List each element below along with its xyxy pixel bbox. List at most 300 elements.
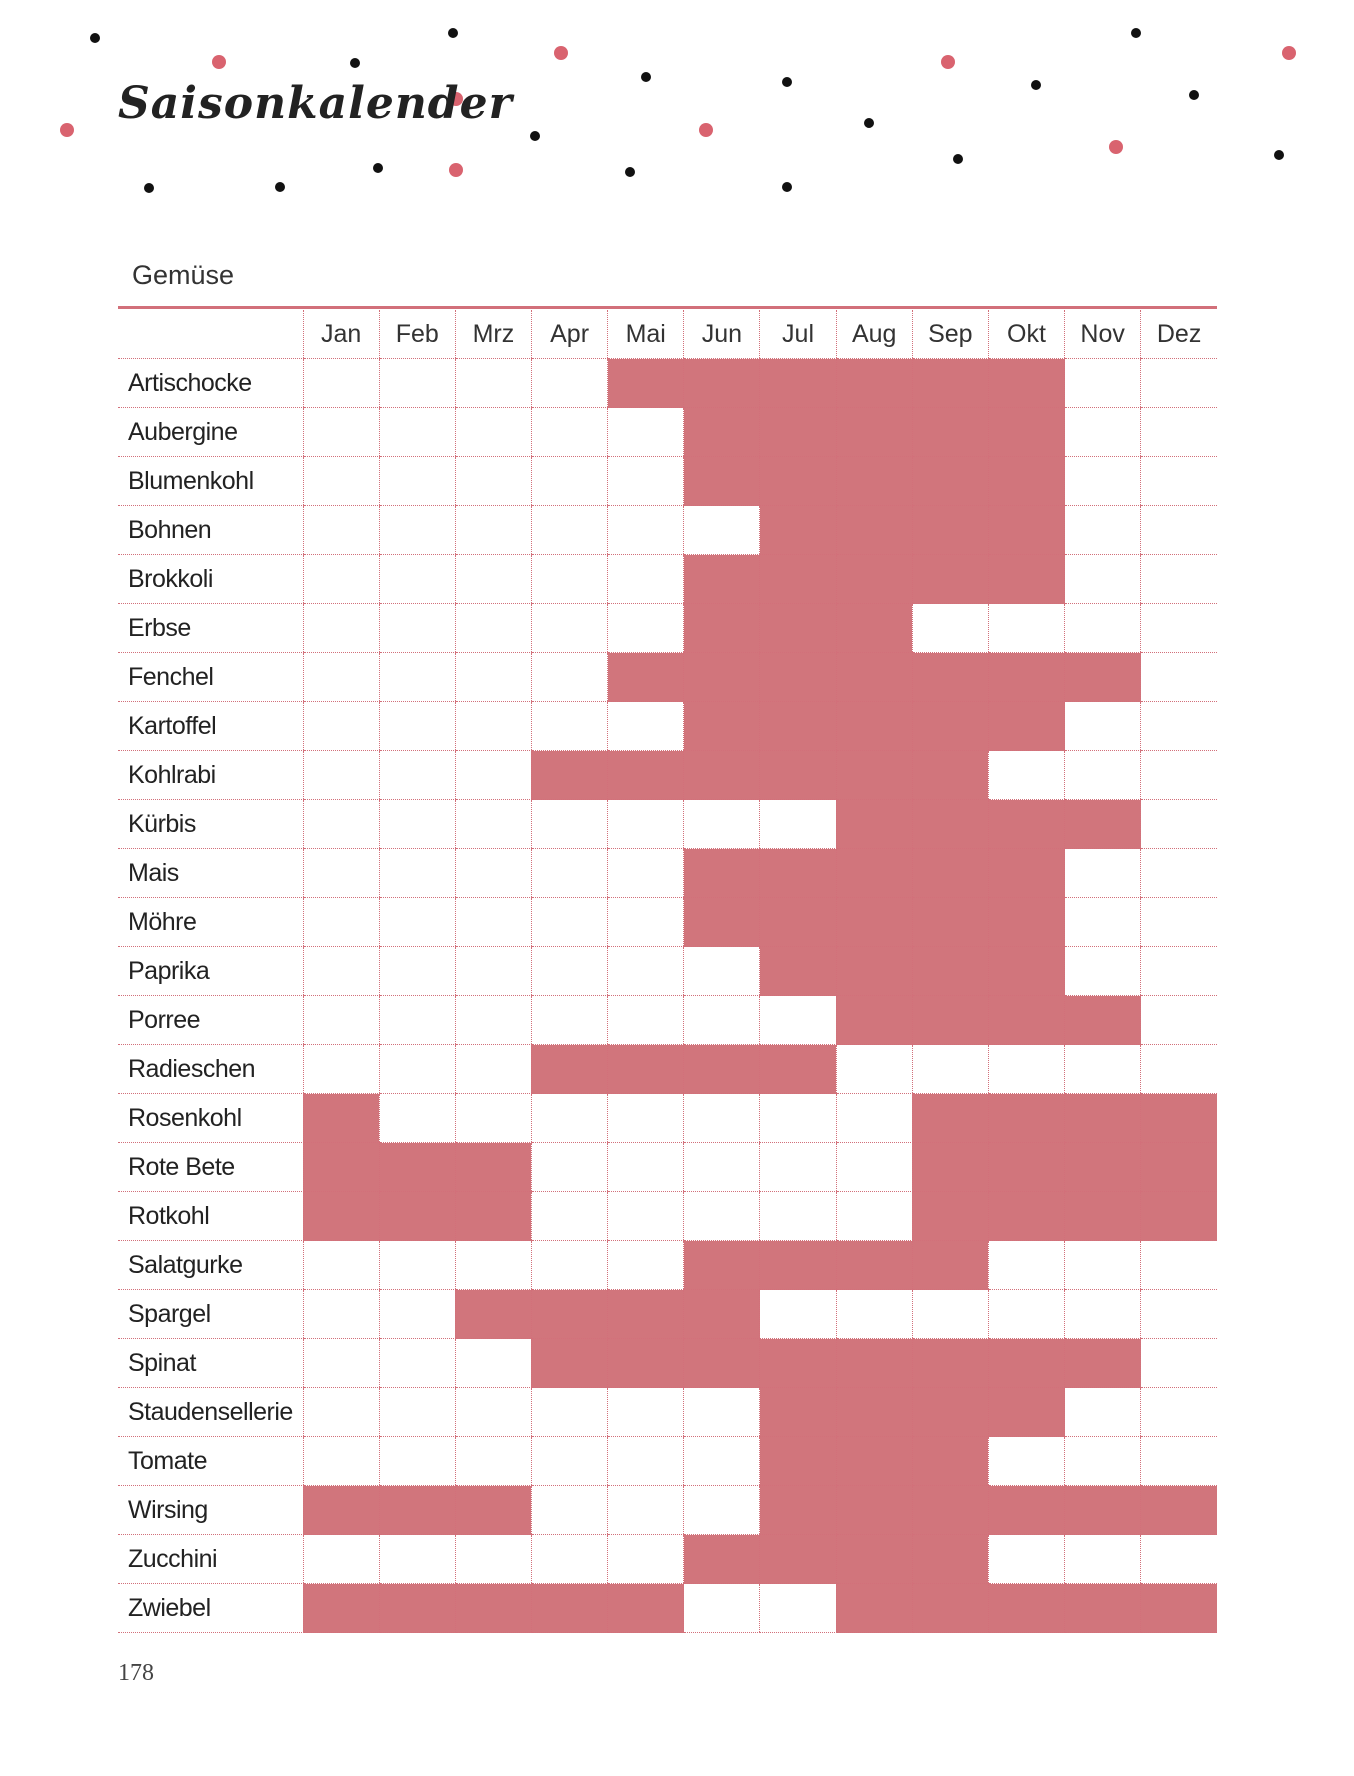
table-row xyxy=(118,506,1217,555)
off-season-cell xyxy=(988,1241,1064,1290)
table-row xyxy=(118,1486,1217,1535)
in-season-cell xyxy=(912,1486,988,1535)
in-season-cell xyxy=(912,1094,988,1143)
table-row xyxy=(118,457,1217,506)
in-season-cell xyxy=(836,359,912,408)
in-season-cell xyxy=(303,1143,379,1192)
vegetable-name: Kürbis xyxy=(118,800,303,849)
in-season-cell xyxy=(379,1584,455,1633)
off-season-cell xyxy=(608,1486,684,1535)
table-row xyxy=(118,849,1217,898)
decorative-dot xyxy=(350,58,360,68)
off-season-cell xyxy=(455,1339,531,1388)
off-season-cell xyxy=(912,1045,988,1094)
vegetable-name: Porree xyxy=(118,996,303,1045)
off-season-cell xyxy=(455,849,531,898)
in-season-cell xyxy=(836,947,912,996)
in-season-cell xyxy=(1065,800,1141,849)
in-season-cell xyxy=(760,359,836,408)
decorative-dot xyxy=(448,28,458,38)
off-season-cell xyxy=(836,1143,912,1192)
decorative-dot xyxy=(373,163,383,173)
off-season-cell xyxy=(1065,849,1141,898)
off-season-cell xyxy=(303,408,379,457)
off-season-cell xyxy=(531,359,607,408)
off-season-cell xyxy=(988,1045,1064,1094)
off-season-cell xyxy=(379,1241,455,1290)
vegetable-name: Fenchel xyxy=(118,653,303,702)
table-row xyxy=(118,996,1217,1045)
in-season-cell xyxy=(760,751,836,800)
table-row xyxy=(118,947,1217,996)
in-season-cell xyxy=(760,604,836,653)
in-season-cell xyxy=(988,359,1064,408)
in-season-cell xyxy=(684,1045,760,1094)
in-season-cell xyxy=(988,898,1064,947)
off-season-cell xyxy=(531,1192,607,1241)
in-season-cell xyxy=(988,555,1064,604)
off-season-cell xyxy=(531,898,607,947)
table-row xyxy=(118,751,1217,800)
table-row xyxy=(118,1045,1217,1094)
off-season-cell xyxy=(1141,1045,1217,1094)
off-season-cell xyxy=(531,1094,607,1143)
off-season-cell xyxy=(455,1241,531,1290)
off-season-cell xyxy=(608,1437,684,1486)
in-season-cell xyxy=(684,408,760,457)
decorative-dot xyxy=(554,46,568,60)
off-season-cell xyxy=(608,800,684,849)
off-season-cell xyxy=(303,1045,379,1094)
in-season-cell xyxy=(836,996,912,1045)
decorative-dot xyxy=(275,182,285,192)
off-season-cell xyxy=(1141,947,1217,996)
off-season-cell xyxy=(455,996,531,1045)
in-season-cell xyxy=(912,751,988,800)
off-season-cell xyxy=(1065,1535,1141,1584)
off-season-cell xyxy=(379,702,455,751)
off-season-cell xyxy=(988,1535,1064,1584)
off-season-cell xyxy=(303,849,379,898)
off-season-cell xyxy=(379,506,455,555)
table-row xyxy=(118,1437,1217,1486)
in-season-cell xyxy=(684,751,760,800)
in-season-cell xyxy=(1065,996,1141,1045)
decorative-dot xyxy=(782,182,792,192)
off-season-cell xyxy=(379,947,455,996)
off-season-cell xyxy=(303,1241,379,1290)
table-row xyxy=(118,1290,1217,1339)
decorative-dot xyxy=(1274,150,1284,160)
decorative-dot xyxy=(699,123,713,137)
in-season-cell xyxy=(1141,1143,1217,1192)
off-season-cell xyxy=(760,1290,836,1339)
header-corner xyxy=(118,310,303,359)
vegetable-name: Möhre xyxy=(118,898,303,947)
off-season-cell xyxy=(988,1290,1064,1339)
in-season-cell xyxy=(836,1339,912,1388)
off-season-cell xyxy=(760,996,836,1045)
off-season-cell xyxy=(379,751,455,800)
in-season-cell xyxy=(836,604,912,653)
off-season-cell xyxy=(303,947,379,996)
in-season-cell xyxy=(303,1094,379,1143)
decorative-dot xyxy=(641,72,651,82)
off-season-cell xyxy=(1065,898,1141,947)
in-season-cell xyxy=(912,947,988,996)
decorative-dot xyxy=(1282,46,1296,60)
off-season-cell xyxy=(531,1241,607,1290)
off-season-cell xyxy=(455,359,531,408)
vegetable-name: Blumenkohl xyxy=(118,457,303,506)
table-row xyxy=(118,1241,1217,1290)
off-season-cell xyxy=(455,1094,531,1143)
off-season-cell xyxy=(303,1437,379,1486)
in-season-cell xyxy=(912,1584,988,1633)
off-season-cell xyxy=(1141,506,1217,555)
in-season-cell xyxy=(760,653,836,702)
in-season-cell xyxy=(988,1388,1064,1437)
vegetable-name: Spinat xyxy=(118,1339,303,1388)
in-season-cell xyxy=(1065,653,1141,702)
table-row xyxy=(118,1094,1217,1143)
off-season-cell xyxy=(1141,653,1217,702)
vegetable-name: Brokkoli xyxy=(118,555,303,604)
month-header: Mai xyxy=(608,310,684,359)
section-title: Gemüse xyxy=(132,260,235,290)
in-season-cell xyxy=(912,506,988,555)
in-season-cell xyxy=(912,359,988,408)
off-season-cell xyxy=(988,604,1064,653)
off-season-cell xyxy=(608,1192,684,1241)
decorative-dot xyxy=(625,167,635,177)
off-season-cell xyxy=(1141,555,1217,604)
off-season-cell xyxy=(531,1143,607,1192)
off-season-cell xyxy=(760,1584,836,1633)
off-season-cell xyxy=(1141,1437,1217,1486)
in-season-cell xyxy=(988,849,1064,898)
off-season-cell xyxy=(379,1045,455,1094)
in-season-cell xyxy=(912,457,988,506)
off-season-cell xyxy=(988,1437,1064,1486)
decorative-dot xyxy=(449,163,463,177)
off-season-cell xyxy=(1065,604,1141,653)
off-season-cell xyxy=(379,996,455,1045)
off-season-cell xyxy=(1065,359,1141,408)
in-season-cell xyxy=(531,1339,607,1388)
season-calendar-table xyxy=(118,310,1217,1633)
in-season-cell xyxy=(912,653,988,702)
off-season-cell xyxy=(608,849,684,898)
in-season-cell xyxy=(684,1339,760,1388)
decorative-dot xyxy=(1031,80,1041,90)
off-season-cell xyxy=(684,1192,760,1241)
off-season-cell xyxy=(531,849,607,898)
in-season-cell xyxy=(912,1437,988,1486)
table-row xyxy=(118,1143,1217,1192)
off-season-cell xyxy=(684,1143,760,1192)
vegetable-name: Bohnen xyxy=(118,506,303,555)
off-season-cell xyxy=(531,1388,607,1437)
in-season-cell xyxy=(988,996,1064,1045)
in-season-cell xyxy=(912,1535,988,1584)
off-season-cell xyxy=(684,947,760,996)
in-season-cell xyxy=(1065,1584,1141,1633)
off-season-cell xyxy=(608,702,684,751)
in-season-cell xyxy=(760,849,836,898)
in-season-cell xyxy=(303,1192,379,1241)
off-season-cell xyxy=(608,457,684,506)
vegetable-name: Tomate xyxy=(118,1437,303,1486)
table-row xyxy=(118,1584,1217,1633)
off-season-cell xyxy=(379,1535,455,1584)
off-season-cell xyxy=(760,1094,836,1143)
off-season-cell xyxy=(455,1535,531,1584)
off-season-cell xyxy=(684,506,760,555)
in-season-cell xyxy=(988,653,1064,702)
off-season-cell xyxy=(303,457,379,506)
section-divider xyxy=(118,306,1217,309)
month-header: Dez xyxy=(1141,310,1217,359)
table-row xyxy=(118,1535,1217,1584)
in-season-cell xyxy=(1141,1486,1217,1535)
off-season-cell xyxy=(1065,751,1141,800)
decorative-dot xyxy=(941,55,955,69)
month-header: Apr xyxy=(531,310,607,359)
off-season-cell xyxy=(1141,1290,1217,1339)
in-season-cell xyxy=(379,1192,455,1241)
off-season-cell xyxy=(531,653,607,702)
in-season-cell xyxy=(912,1339,988,1388)
off-season-cell xyxy=(1065,555,1141,604)
off-season-cell xyxy=(1065,1241,1141,1290)
off-season-cell xyxy=(1065,408,1141,457)
off-season-cell xyxy=(1141,457,1217,506)
in-season-cell xyxy=(912,702,988,751)
off-season-cell xyxy=(455,506,531,555)
in-season-cell xyxy=(836,1486,912,1535)
in-season-cell xyxy=(455,1192,531,1241)
off-season-cell xyxy=(379,359,455,408)
off-season-cell xyxy=(836,1192,912,1241)
in-season-cell xyxy=(608,359,684,408)
month-header: Jul xyxy=(760,310,836,359)
month-header: Sep xyxy=(912,310,988,359)
off-season-cell xyxy=(303,1290,379,1339)
in-season-cell xyxy=(608,1339,684,1388)
in-season-cell xyxy=(988,506,1064,555)
off-season-cell xyxy=(760,1143,836,1192)
vegetable-name: Mais xyxy=(118,849,303,898)
in-season-cell xyxy=(1065,1192,1141,1241)
table-row xyxy=(118,1388,1217,1437)
off-season-cell xyxy=(455,751,531,800)
off-season-cell xyxy=(379,1290,455,1339)
table-row xyxy=(118,1339,1217,1388)
in-season-cell xyxy=(1065,1143,1141,1192)
in-season-cell xyxy=(684,1290,760,1339)
in-season-cell xyxy=(988,1192,1064,1241)
in-season-cell xyxy=(455,1143,531,1192)
off-season-cell xyxy=(1141,898,1217,947)
off-season-cell xyxy=(531,702,607,751)
off-season-cell xyxy=(531,506,607,555)
off-season-cell xyxy=(379,457,455,506)
off-season-cell xyxy=(608,1143,684,1192)
vegetable-name: Artischocke xyxy=(118,359,303,408)
off-season-cell xyxy=(303,1535,379,1584)
table-row xyxy=(118,800,1217,849)
in-season-cell xyxy=(1065,1486,1141,1535)
off-season-cell xyxy=(379,1437,455,1486)
off-season-cell xyxy=(531,457,607,506)
off-season-cell xyxy=(608,1388,684,1437)
table-row xyxy=(118,359,1217,408)
off-season-cell xyxy=(1141,849,1217,898)
in-season-cell xyxy=(988,1339,1064,1388)
off-season-cell xyxy=(531,1535,607,1584)
in-season-cell xyxy=(608,1290,684,1339)
off-season-cell xyxy=(684,1584,760,1633)
in-season-cell xyxy=(912,800,988,849)
vegetable-name: Aubergine xyxy=(118,408,303,457)
off-season-cell xyxy=(379,1388,455,1437)
in-season-cell xyxy=(303,1486,379,1535)
in-season-cell xyxy=(760,1535,836,1584)
off-season-cell xyxy=(912,604,988,653)
off-season-cell xyxy=(379,555,455,604)
in-season-cell xyxy=(836,849,912,898)
vegetable-name: Rote Bete xyxy=(118,1143,303,1192)
off-season-cell xyxy=(684,1486,760,1535)
off-season-cell xyxy=(1141,1241,1217,1290)
off-season-cell xyxy=(1141,604,1217,653)
off-season-cell xyxy=(608,408,684,457)
in-season-cell xyxy=(760,1437,836,1486)
in-season-cell xyxy=(684,457,760,506)
off-season-cell xyxy=(1141,1535,1217,1584)
off-season-cell xyxy=(608,1241,684,1290)
off-season-cell xyxy=(684,996,760,1045)
month-header: Nov xyxy=(1065,310,1141,359)
off-season-cell xyxy=(303,751,379,800)
in-season-cell xyxy=(836,1241,912,1290)
page-title: Saisonkalender xyxy=(118,78,513,129)
table-row xyxy=(118,555,1217,604)
in-season-cell xyxy=(988,457,1064,506)
in-season-cell xyxy=(760,1045,836,1094)
off-season-cell xyxy=(303,359,379,408)
in-season-cell xyxy=(988,1584,1064,1633)
vegetable-name: Rosenkohl xyxy=(118,1094,303,1143)
off-season-cell xyxy=(379,604,455,653)
decorative-dot xyxy=(60,123,74,137)
in-season-cell xyxy=(760,555,836,604)
off-season-cell xyxy=(455,457,531,506)
in-season-cell xyxy=(379,1486,455,1535)
decorative-dot xyxy=(782,77,792,87)
in-season-cell xyxy=(379,1143,455,1192)
in-season-cell xyxy=(760,457,836,506)
in-season-cell xyxy=(988,408,1064,457)
in-season-cell xyxy=(531,1290,607,1339)
off-season-cell xyxy=(1065,1388,1141,1437)
table-row xyxy=(118,1192,1217,1241)
vegetable-name: Radieschen xyxy=(118,1045,303,1094)
off-season-cell xyxy=(1065,947,1141,996)
vegetable-name: Zwiebel xyxy=(118,1584,303,1633)
in-season-cell xyxy=(912,1192,988,1241)
off-season-cell xyxy=(531,555,607,604)
in-season-cell xyxy=(836,653,912,702)
off-season-cell xyxy=(455,1388,531,1437)
in-season-cell xyxy=(684,1241,760,1290)
decorative-dot xyxy=(144,183,154,193)
off-season-cell xyxy=(531,996,607,1045)
off-season-cell xyxy=(1141,996,1217,1045)
in-season-cell xyxy=(684,702,760,751)
off-season-cell xyxy=(760,800,836,849)
vegetable-name: Wirsing xyxy=(118,1486,303,1535)
in-season-cell xyxy=(760,1486,836,1535)
table-row xyxy=(118,898,1217,947)
in-season-cell xyxy=(760,408,836,457)
off-season-cell xyxy=(684,1388,760,1437)
month-header: Jan xyxy=(303,310,379,359)
decorative-dot xyxy=(1109,140,1123,154)
month-header: Aug xyxy=(836,310,912,359)
off-season-cell xyxy=(1141,408,1217,457)
off-season-cell xyxy=(836,1094,912,1143)
in-season-cell xyxy=(836,457,912,506)
off-season-cell xyxy=(455,800,531,849)
off-season-cell xyxy=(303,555,379,604)
in-season-cell xyxy=(1141,1094,1217,1143)
off-season-cell xyxy=(379,408,455,457)
off-season-cell xyxy=(379,800,455,849)
in-season-cell xyxy=(684,849,760,898)
off-season-cell xyxy=(531,1486,607,1535)
off-season-cell xyxy=(1065,702,1141,751)
off-season-cell xyxy=(455,947,531,996)
off-season-cell xyxy=(684,1094,760,1143)
vegetable-name: Paprika xyxy=(118,947,303,996)
month-header-row xyxy=(118,310,1217,359)
in-season-cell xyxy=(912,996,988,1045)
in-season-cell xyxy=(836,702,912,751)
off-season-cell xyxy=(760,1192,836,1241)
off-season-cell xyxy=(531,800,607,849)
in-season-cell xyxy=(912,1143,988,1192)
off-season-cell xyxy=(379,1339,455,1388)
in-season-cell xyxy=(684,1535,760,1584)
in-season-cell xyxy=(988,800,1064,849)
decorative-dot xyxy=(953,154,963,164)
off-season-cell xyxy=(1141,359,1217,408)
off-season-cell xyxy=(531,604,607,653)
in-season-cell xyxy=(988,702,1064,751)
in-season-cell xyxy=(836,898,912,947)
off-season-cell xyxy=(608,996,684,1045)
vegetable-name: Spargel xyxy=(118,1290,303,1339)
in-season-cell xyxy=(760,702,836,751)
in-season-cell xyxy=(455,1486,531,1535)
off-season-cell xyxy=(1141,1388,1217,1437)
in-season-cell xyxy=(836,408,912,457)
decorative-dot xyxy=(1131,28,1141,38)
off-season-cell xyxy=(836,1290,912,1339)
in-season-cell xyxy=(836,1584,912,1633)
